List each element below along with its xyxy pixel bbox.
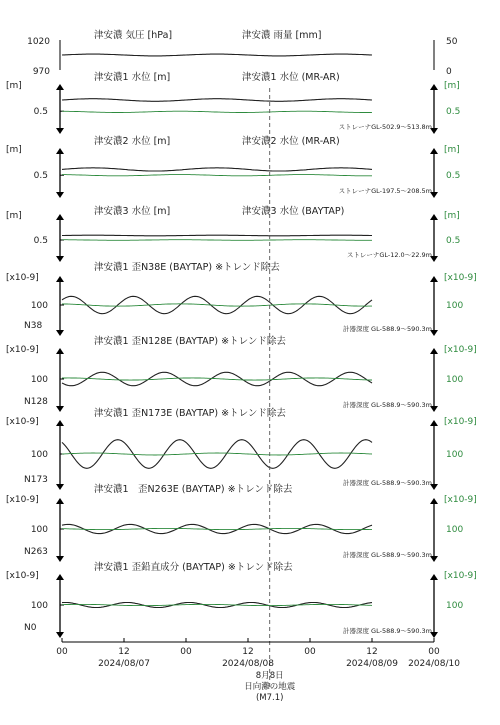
right-unit-label: [x10-9] <box>444 417 477 427</box>
panel-title-left: 津安濃1 水位 [m] <box>94 72 171 83</box>
series-line-green <box>62 175 372 176</box>
panel-1 <box>27 29 458 77</box>
right-unit-label: [x10-9] <box>444 273 477 283</box>
panel-note: ストレーナGL-502.9～513.8m <box>338 123 432 131</box>
panel-title-right: 津安濃1 水位 (MR-AR) <box>242 72 340 83</box>
series-line-black <box>62 99 372 102</box>
x-date-label: 2024/08/08 <box>222 659 274 669</box>
x-tick-label: 12 <box>242 647 254 657</box>
panel-title-left: 津安濃1 歪N173E (BAYTAP) ※トレンド除去 <box>94 408 286 419</box>
panel-note: ストレーナGL-197.5～208.5m <box>338 187 432 195</box>
series-line-green <box>62 453 372 455</box>
up-arrow-icon <box>430 348 438 354</box>
up-arrow-icon <box>430 214 438 220</box>
panel-8 <box>6 483 477 562</box>
series-line-black <box>62 54 372 56</box>
x-tick-label: 00 <box>56 647 68 657</box>
x-date-label: 2024/08/09 <box>346 659 398 669</box>
right-unit-label: [m] <box>444 81 460 91</box>
left-tick-label: 100 <box>30 375 48 385</box>
panel-note: ストレーナGL-12.0～22.9m <box>346 251 432 259</box>
right-tick-label: 0.5 <box>446 236 461 246</box>
down-arrow-icon <box>56 192 64 198</box>
series-line-black <box>62 235 372 236</box>
up-arrow-icon <box>56 148 64 154</box>
event-label-line: (M7.1) <box>255 693 284 703</box>
panel-title-left: 津安濃3 水位 [m] <box>94 206 171 217</box>
right-unit-label: [m] <box>444 211 460 221</box>
right-tick-label: 100 <box>446 301 464 311</box>
left-unit-label: [x10-9] <box>6 495 39 505</box>
chart-panels <box>6 29 477 638</box>
right-unit-label: [m] <box>444 145 460 155</box>
panel-title-left: 津安濃 気圧 [hPa] <box>94 30 173 41</box>
panel-title-left: 津安濃1 歪N38E (BAYTAP) ※トレンド除去 <box>94 262 280 273</box>
x-tick-label: 00 <box>428 647 440 657</box>
right-tick-label: 0 <box>446 67 452 77</box>
component-label: N38 <box>24 321 43 331</box>
down-arrow-icon <box>56 128 64 134</box>
down-arrow-icon <box>56 556 64 562</box>
panel-note: 計器深度 GL-588.9～590.3m <box>342 551 432 559</box>
panel-2 <box>6 71 460 134</box>
left-tick-label: 100 <box>30 450 48 460</box>
right-tick-label: 50 <box>446 37 458 47</box>
left-tick-label: 1020 <box>27 37 50 47</box>
left-unit-label: [m] <box>6 145 22 155</box>
panel-5 <box>6 261 477 336</box>
left-unit-label: [x10-9] <box>6 571 39 581</box>
down-arrow-icon <box>56 632 64 638</box>
left-unit-label: [m] <box>6 211 22 221</box>
panel-title-left: 津安濃2 水位 [m] <box>94 136 171 147</box>
panel-title-left: 津安濃1 歪N128E (BAYTAP) ※トレンド除去 <box>94 336 286 347</box>
series-line-green <box>62 528 372 529</box>
time-axis <box>56 638 460 669</box>
component-label: N173 <box>24 475 48 485</box>
left-tick-label: 100 <box>30 601 48 611</box>
x-tick-label: 12 <box>366 647 378 657</box>
x-date-label: 2024/08/07 <box>98 659 150 669</box>
left-unit-label: [x10-9] <box>6 417 39 427</box>
panel-title-right: 津安濃 雨量 [mm] <box>242 30 322 41</box>
left-unit-label: [x10-9] <box>6 273 39 283</box>
up-arrow-icon <box>430 498 438 504</box>
series-line-black <box>62 440 372 469</box>
panel-7 <box>6 407 477 490</box>
right-unit-label: [x10-9] <box>444 345 477 355</box>
left-tick-label: 100 <box>30 525 48 535</box>
panel-note: 計器深度 GL-588.9～590.3m <box>342 479 432 487</box>
up-arrow-icon <box>430 276 438 282</box>
component-label: N263 <box>24 547 48 557</box>
panel-title-right: 津安濃3 水位 (BAYTAP) <box>242 206 345 217</box>
down-arrow-icon <box>56 330 64 336</box>
panel-9 <box>6 561 477 638</box>
component-label: N128 <box>24 397 48 407</box>
up-arrow-icon <box>56 574 64 580</box>
panel-4 <box>6 205 460 262</box>
right-unit-label: [x10-9] <box>444 571 477 581</box>
panel-note: 計器深度 GL-588.9～590.3m <box>342 627 432 635</box>
right-tick-label: 100 <box>446 375 464 385</box>
event-label-line: 日向灘の地震 <box>244 682 296 692</box>
down-arrow-icon <box>56 484 64 490</box>
down-arrow-icon <box>56 406 64 412</box>
up-arrow-icon <box>430 574 438 580</box>
panel-6 <box>6 335 477 412</box>
series-line-green <box>62 240 372 241</box>
left-unit-label: [x10-9] <box>6 345 39 355</box>
right-tick-label: 0.5 <box>446 171 461 182</box>
right-unit-label: [x10-9] <box>444 495 477 505</box>
event-label-line: 8月8日 <box>255 671 284 681</box>
left-tick-label: 0.5 <box>33 236 48 246</box>
right-tick-label: 100 <box>446 601 464 611</box>
x-date-label: 2024/08/10 <box>408 659 460 669</box>
left-tick-label: 0.5 <box>33 107 48 118</box>
up-arrow-icon <box>56 84 64 90</box>
panel-title-left: 津安濃1 歪N263E (BAYTAP) ※トレンド除去 <box>94 484 293 495</box>
up-arrow-icon <box>430 84 438 90</box>
up-arrow-icon <box>430 420 438 426</box>
series-line-green <box>62 111 372 112</box>
panel-note: 計器深度 GL-588.9～590.3m <box>342 325 432 333</box>
component-label: N0 <box>24 623 37 633</box>
x-tick-label: 12 <box>118 647 130 657</box>
panel-note: 計器深度 GL-588.9～590.3m <box>342 401 432 409</box>
left-tick-label: 0.5 <box>33 171 48 182</box>
left-unit-label: [m] <box>6 81 22 91</box>
earthquake-event-marker <box>244 88 296 703</box>
series-line-green <box>62 378 372 380</box>
series-line-black <box>62 168 372 171</box>
panel-title-left: 津安濃1 歪鉛直成分 (BAYTAP) ※トレンド除去 <box>94 562 293 573</box>
right-tick-label: 100 <box>446 450 464 460</box>
up-arrow-icon <box>56 214 64 220</box>
left-tick-label: 100 <box>30 301 48 311</box>
up-arrow-icon <box>56 276 64 282</box>
panel-3 <box>6 135 460 198</box>
up-arrow-icon <box>56 420 64 426</box>
x-tick-label: 00 <box>304 647 316 657</box>
right-tick-label: 100 <box>446 525 464 535</box>
right-tick-label: 0.5 <box>446 107 461 118</box>
down-arrow-icon <box>56 256 64 262</box>
up-arrow-icon <box>56 498 64 504</box>
series-line-green <box>62 304 372 306</box>
x-tick-label: 00 <box>180 647 192 657</box>
up-arrow-icon <box>430 148 438 154</box>
left-tick-label: 970 <box>32 67 50 77</box>
panel-title-right: 津安濃2 水位 (MR-AR) <box>242 136 340 147</box>
up-arrow-icon <box>56 348 64 354</box>
